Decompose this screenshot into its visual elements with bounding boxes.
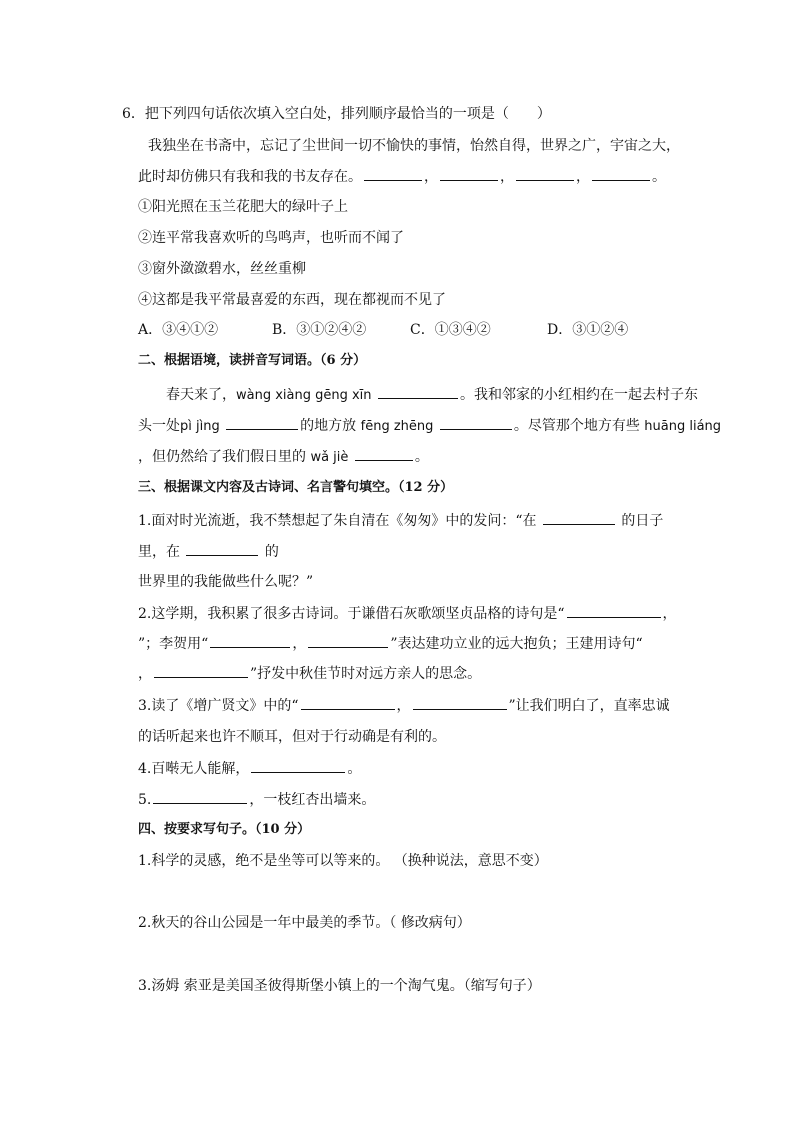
- section-3-heading: 三、根据课文内容及古诗词、名言警句填空。（12 分）: [138, 480, 454, 495]
- section-4-heading: 四、按要求写句子。（10 分）: [138, 822, 311, 837]
- section-2-line-3: [138, 446, 429, 468]
- text: 的: [264, 544, 279, 560]
- answer-blank[interactable]: [226, 415, 298, 430]
- section-3-q2-line-3: [138, 663, 481, 684]
- text: 1.面对时光流逝，我不禁想起了朱自清在《匆匆》中的发问：“在: [138, 513, 537, 529]
- answer-blank[interactable]: [251, 758, 345, 773]
- answer-blank[interactable]: [567, 603, 661, 618]
- pinyin: wǎ jiè: [310, 450, 349, 465]
- answer-blank[interactable]: [308, 633, 388, 648]
- text: ，: [662, 606, 677, 622]
- section-3-q5: [138, 789, 375, 810]
- section-2-line-2: [138, 415, 721, 437]
- choice-a[interactable]: A．③④①②: [138, 322, 219, 338]
- answer-blank[interactable]: [364, 166, 422, 181]
- answer-blank[interactable]: [186, 541, 258, 556]
- pinyin: wàng xiàng gēng xīn: [236, 388, 372, 403]
- question-6-passage-line-2: [138, 166, 666, 187]
- section-2-line-1: [166, 384, 698, 406]
- text: 头一处: [138, 418, 180, 434]
- section-3-q2-line-1: [138, 603, 677, 624]
- text: 。尽管那个地方有些: [513, 418, 640, 434]
- answer-blank[interactable]: [592, 166, 650, 181]
- question-6-stem: 6．把下列四句话依次填入空白处，排列顺序最恰当的一项是（ ）: [122, 106, 551, 122]
- comma: ，: [424, 169, 438, 185]
- text: 5.: [138, 792, 152, 808]
- comma: ，: [576, 169, 590, 185]
- text: ”抒发中秋佳节时对远方亲人的思念。: [250, 666, 482, 682]
- section-3-q3-line-1: [138, 695, 670, 716]
- text: 。: [414, 449, 429, 465]
- section-2-heading: 二、根据语境，读拼音写词语。（6 分）: [138, 353, 367, 368]
- answer-blank[interactable]: [210, 633, 290, 648]
- period: 。: [652, 169, 666, 185]
- section-4-q1: 1.科学的灵感，绝不是坐等可以等来的。 （换种说法，意思不变）: [138, 853, 548, 869]
- section-4-q2: 2.秋天的谷山公园是一年中最美的季节。（ 修改病句）: [138, 915, 471, 931]
- section-3-q1-line-1: [138, 510, 663, 531]
- answer-blank[interactable]: [378, 384, 458, 399]
- text: ，但仍然给了我们假日里的: [138, 449, 306, 465]
- section-3-q1-line-2: [138, 541, 279, 562]
- section-3-q2-line-2: [138, 633, 643, 654]
- sentence-option-3: ③窗外潋潋碧水，丝丝重柳: [138, 261, 306, 277]
- choice-b[interactable]: B．③①②④②: [272, 322, 367, 338]
- section-3-q1-line-3: 世界里的我能做些什么呢？”: [138, 574, 314, 590]
- sentence-option-1: ①阳光照在玉兰花肥大的绿叶子上: [138, 199, 348, 215]
- choice-d[interactable]: D．③①②④: [547, 322, 629, 338]
- section-4-q3: 3.汤姆 索亚是美国圣彼得斯堡小镇上的一个淘气鬼。（缩写句子）: [138, 978, 541, 994]
- text: 春天来了，: [166, 387, 236, 403]
- answer-blank[interactable]: [543, 510, 615, 525]
- answer-blank[interactable]: [516, 166, 574, 181]
- question-6-passage-line-1: 我独坐在书斋中，忘记了尘世间一切不愉快的事情，怡然自得，世界之广，宇宙之大，: [148, 138, 680, 154]
- choice-c[interactable]: C．①③④②: [410, 322, 491, 338]
- answer-blank[interactable]: [440, 415, 512, 430]
- text: 的地方放: [300, 418, 357, 434]
- pinyin: huāng liáng: [644, 419, 722, 434]
- answer-blank[interactable]: [355, 446, 413, 461]
- text: 里，在: [138, 544, 180, 560]
- section-3-q3-line-2: 的话听起来也许不顺耳，但对于行动确是有利的。: [138, 729, 446, 745]
- text: ，: [138, 666, 152, 682]
- text: ，一枝红杏出墙来。: [249, 792, 376, 808]
- sentence-option-4: ④这都是我平常最喜爱的东西，现在都视而不见了: [138, 292, 446, 308]
- answer-blank[interactable]: [153, 789, 247, 804]
- answer-blank[interactable]: [154, 663, 248, 678]
- section-3-q4: [138, 758, 361, 779]
- sentence-option-2: ②连平常我喜欢听的鸟鸣声，也听而不闻了: [138, 230, 404, 246]
- answer-blank[interactable]: [413, 695, 507, 710]
- text: ，: [396, 698, 411, 714]
- text: 2.这学期，我积累了很多古诗词。于谦借石灰歌颂坚贞品格的诗句是“: [138, 606, 565, 622]
- text: ”让我们明白了，直率忠诚: [508, 698, 670, 714]
- text: 的日子: [621, 513, 664, 529]
- pinyin: pì jìng: [180, 419, 220, 434]
- comma: ，: [500, 169, 514, 185]
- text: 4.百啭无人能解，: [138, 761, 250, 777]
- passage-text: 此时却仿佛只有我和我的书友存在。: [138, 169, 362, 185]
- text: 3.读了《增广贤文》中的“: [138, 698, 299, 714]
- text: ，: [292, 636, 307, 652]
- text: 。: [347, 761, 362, 777]
- answer-blank[interactable]: [301, 695, 395, 710]
- text: ”表达建功立业的远大抱负；王建用诗句“: [390, 636, 643, 652]
- text: 。我和邻家的小红相约在一起去村子东: [460, 387, 698, 403]
- pinyin: fēng zhēng: [360, 419, 434, 434]
- text: ”；李贺用“: [138, 636, 209, 652]
- answer-blank[interactable]: [440, 166, 498, 181]
